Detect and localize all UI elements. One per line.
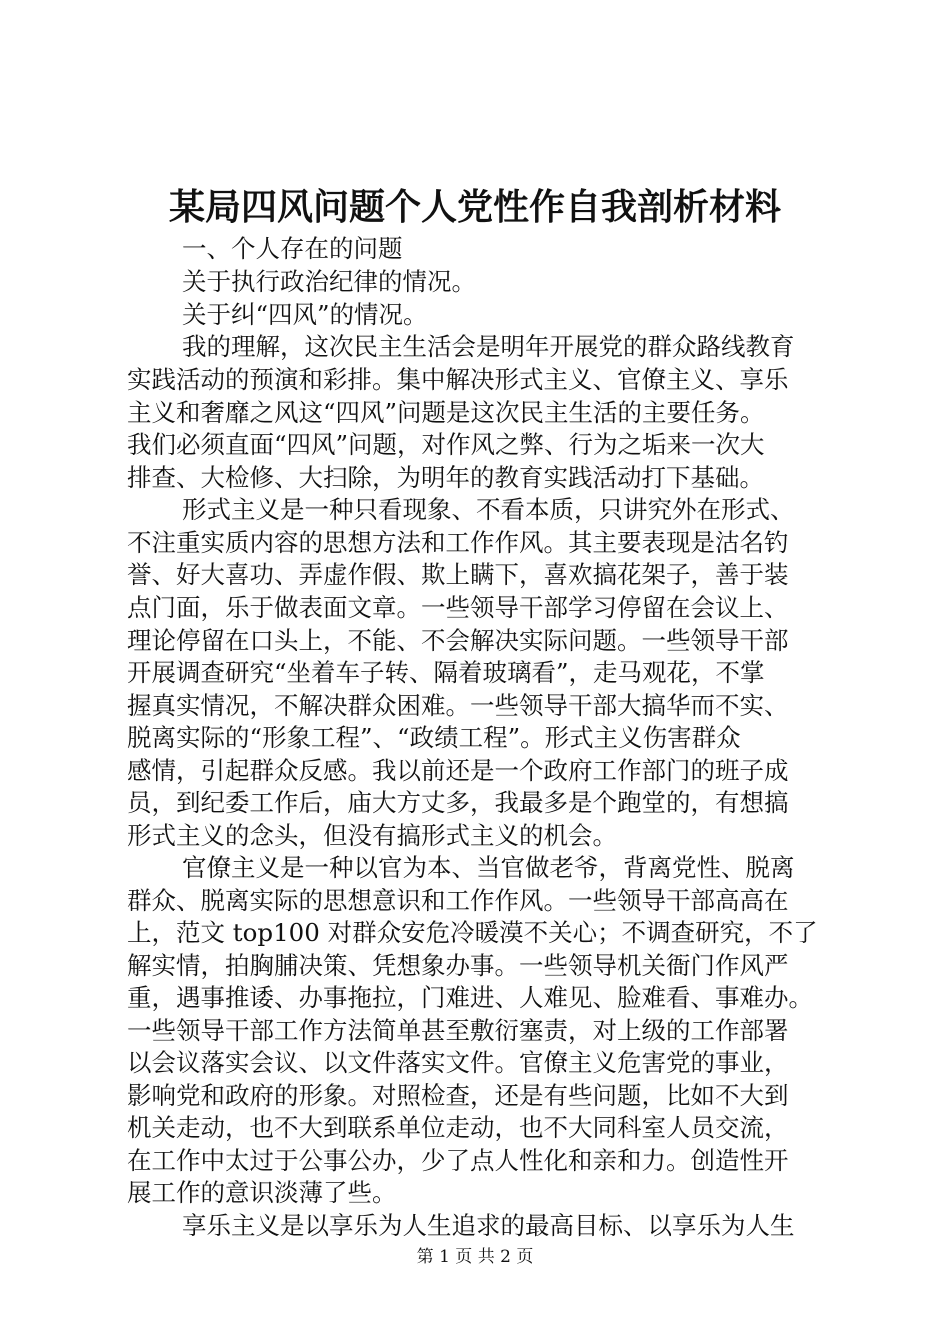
paragraph-line: 解实情，拍胸脯决策、凭想象办事。一些领导机关衙门作风严 bbox=[127, 951, 789, 980]
paragraph-line: 展工作的意识淡薄了些。 bbox=[127, 1178, 397, 1207]
paragraph-line: 一些领导干部工作方法简单甚至敷衍塞责，对上级的工作部署 bbox=[127, 1016, 789, 1045]
paragraph-line: 开展调查研究“坐着车子转、隔着玻璃看”，走马观花，不掌 bbox=[127, 658, 765, 687]
document-title: 某局四风问题个人党性作自我剖析材料 bbox=[168, 186, 781, 228]
paragraph-line: 群众、脱离实际的思想意识和工作作风。一些领导干部高高在 bbox=[127, 886, 789, 915]
paragraph-line: 重，遇事推诿、办事拖拉，门难进、人难见、脸难看、事难办。 bbox=[127, 983, 813, 1012]
paragraph-line: 上，范文 top100 对群众安危冷暖漠不关心；不调查研究，不了 bbox=[127, 918, 818, 947]
paragraph-line: 感情，引起群众反感。我以前还是一个政府工作部门的班子成 bbox=[127, 756, 789, 785]
paragraph-line: 排查、大检修、大扫除，为明年的教育实践活动打下基础。 bbox=[127, 463, 764, 492]
paragraph-line: 誉、好大喜功、弄虚作假、欺上瞒下，喜欢搞花架子，善于装 bbox=[127, 560, 789, 589]
paragraph-line: 主义和奢靡之风这“四风”问题是这次民主生活的主要任务。 bbox=[127, 398, 765, 427]
paragraph-line: 员，到纪委工作后，庙大方丈多，我最多是个跑堂的，有想搞 bbox=[127, 788, 789, 817]
paragraph-line: 我的理解，这次民主生活会是明年开展党的群众路线教育 bbox=[182, 332, 795, 361]
paragraph-line: 官僚主义是一种以官为本、当官做老爷，背离党性、脱离 bbox=[182, 853, 795, 882]
subheading: 关于执行政治纪律的情况。 bbox=[182, 267, 476, 296]
paragraph-line: 不注重实质内容的思想方法和工作作风。其主要表现是沽名钓 bbox=[127, 528, 789, 557]
section-heading: 一、个人存在的问题 bbox=[182, 234, 403, 263]
paragraph-line: 脱离实际的“形象工程”、“政绩工程”。形式主义伤害群众 bbox=[127, 723, 741, 752]
paragraph-line: 影响党和政府的形象。对照检查，还是有些问题，比如不大到 bbox=[127, 1081, 789, 1110]
paragraph-line: 形式主义的念头，但没有搞形式主义的机会。 bbox=[127, 821, 617, 850]
subheading: 关于纠“四风”的情况。 bbox=[182, 300, 428, 329]
paragraph-line: 我们必须直面“四风”问题，对作风之弊、行为之垢来一次大 bbox=[127, 430, 765, 459]
paragraph-line: 实践活动的预演和彩排。集中解决形式主义、官僚主义、享乐 bbox=[127, 365, 789, 394]
paragraph-line: 形式主义是一种只看现象、不看本质，只讲究外在形式、 bbox=[182, 495, 795, 524]
paragraph-line: 理论停留在口头上，不能、不会解决实际问题。一些领导干部 bbox=[127, 626, 789, 655]
paragraph-line: 点门面，乐于做表面文章。一些领导干部学习停留在会议上、 bbox=[127, 593, 789, 622]
paragraph-line: 以会议落实会议、以文件落实文件。官僚主义危害党的事业， bbox=[127, 1048, 789, 1077]
paragraph-line: 握真实情况，不解决群众困难。一些领导干部大搞华而不实、 bbox=[127, 691, 789, 720]
page-number-footer: 第 1 页 共 2 页 bbox=[416, 1247, 534, 1267]
paragraph-line: 机关走动，也不大到联系单位走动，也不大同科室人员交流， bbox=[127, 1113, 789, 1142]
paragraph-line: 在工作中太过于公事公办，少了点人性化和亲和力。创造性开 bbox=[127, 1146, 789, 1175]
paragraph-line: 享乐主义是以享乐为人生追求的最高目标、以享乐为人生 bbox=[182, 1211, 795, 1240]
